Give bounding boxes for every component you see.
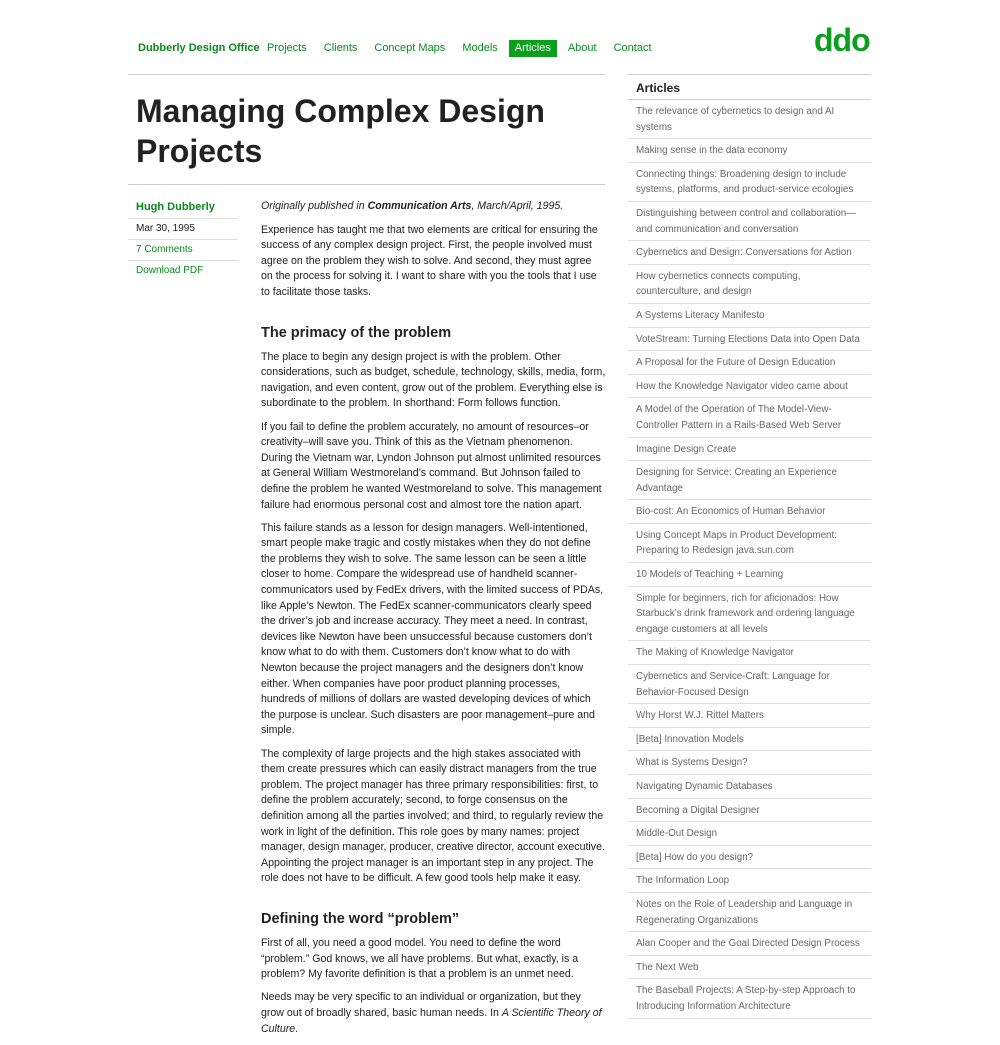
nav-concept-maps[interactable]: Concept Maps — [374, 42, 446, 54]
paragraph: The place to begin any design project is with the problem. Other considerations, such as budget, schedule, technology, skills, media, form, navigation, and even content, grow out of the problem. Everything else is subordinate to the problem. In shorthand: Form follows function. — [261, 350, 606, 410]
comments-link[interactable]: 7 Comments — [128, 240, 238, 261]
divider — [128, 184, 605, 185]
sidebar-article-link[interactable]: Connecting things: Broadening design to include systems, platforms, and product-service ecologies — [628, 163, 871, 202]
sidebar-article-link[interactable]: Imagine Design Create — [628, 438, 871, 462]
p6-end: . — [295, 1022, 299, 1035]
sidebar-heading: Articles — [628, 75, 871, 100]
sidebar-article-link[interactable]: 10 Models of Teaching + Learning — [628, 563, 871, 587]
sidebar-article-link[interactable]: Becoming a Digital Designer — [628, 799, 871, 823]
sidebar-article-link[interactable]: How cybernetics connects computing, counterculture, and design — [628, 265, 871, 304]
sidebar-article-link[interactable]: Cybernetics and Design: Conversations for Action — [628, 241, 871, 265]
sidebar-article-link[interactable]: [Beta] Innovation Models — [628, 728, 871, 752]
sidebar-article-link[interactable]: A Model of the Operation of The Model-View-Controller Pattern in a Rails-Based Web Server — [628, 398, 871, 437]
sidebar-article-link[interactable]: [Beta] How do you design? — [628, 846, 871, 870]
paragraph: Experience has taught me that two elements are critical for ensuring the success of any complex design project. First, the people involved must agree on the problem they wish to solve. And second, they must agree on the process for solving it. I want to share with you the tools that I use to facilitate those tasks. — [261, 223, 598, 298]
publication-note — [261, 199, 606, 215]
main-nav — [261, 40, 663, 57]
pub-prefix: Originally published in — [261, 200, 368, 212]
sidebar-article-link[interactable]: Using Concept Maps in Product Development: Preparing to Redesign java.sun.com — [628, 524, 871, 563]
paragraph — [261, 990, 606, 1037]
nav-contact[interactable]: Contact — [613, 42, 652, 54]
pub-source: Communication Arts — [367, 200, 472, 212]
pub-suffix: , March/April, 1995. — [471, 200, 564, 212]
page-title: Managing Complex Design Projects — [136, 93, 545, 169]
sidebar-article-link[interactable]: The Next Web — [628, 956, 871, 980]
sidebar-article-link[interactable]: Notes on the Role of Leadership and Language in Regenerating Organizations — [628, 893, 871, 932]
sidebar-article-link[interactable]: The relevance of cybernetics to design and AI systems — [628, 100, 871, 139]
article-body — [261, 199, 606, 1045]
nav-models[interactable]: Models — [462, 42, 498, 54]
divider — [128, 74, 605, 75]
sidebar-article-link[interactable]: Middle-Out Design — [628, 822, 871, 846]
sidebar-article-link[interactable]: Why Horst W.J. Rittel Matters — [628, 704, 871, 728]
paragraph: This failure stands as a lesson for design managers. Well-intentioned, smart people make tragic and costly mistakes when they do not define the problems they wish to solve. The same lesson can be seen a little closer to home. Compare the widespread use of handheld scanner-communicators used by FedEx drivers, with the limited success of PDAs, like Apple’s Newton. The FedEx scanner-communicators clearly speed the driver’s job and increase accuracy. They meet a need. In contrast, devices like Newton have been unsuccessful because customers don’t know what to do with them. Customers don’t know what to do with Newton because the project managers and the designers don’t know either. When companies have poor product planning processes, hundreds of millions of dollars are wasted developing devices of which the purpose is unclear. Such disasters are poor management–pure and simple. — [261, 521, 604, 737]
sidebar-article-link[interactable]: VoteStream: Turning Elections Data into Open Data — [628, 328, 871, 352]
sidebar-article-link[interactable]: The Making of Knowledge Navigator — [628, 641, 871, 665]
sidebar-article-link[interactable]: Distinguishing between control and collaboration—and communication and conversation — [628, 202, 871, 241]
sidebar-article-link[interactable]: Cybernetics and Service-Craft: Language for Behavior-Focused Design — [628, 665, 871, 704]
publish-date: Mar 30, 1995 — [128, 219, 238, 240]
sidebar-article-link[interactable]: Making sense in the data economy — [628, 139, 871, 163]
site-name-link[interactable]: Dubberly Design Office — [138, 42, 260, 54]
author-link[interactable]: Hugh Dubberly — [128, 198, 238, 219]
nav-projects[interactable]: Projects — [267, 42, 307, 54]
nav-articles[interactable]: Articles — [509, 40, 557, 57]
sidebar-article-link[interactable]: Simple for beginners, rich for aficionados: How Starbuck’s drink framework and ordering language engage customers at all levels — [628, 587, 871, 642]
sidebar-article-link[interactable]: How the Knowledge Navigator video came about — [628, 375, 871, 399]
section-heading: The primacy of the problem — [261, 324, 452, 341]
sidebar-article-link[interactable]: Navigating Dynamic Databases — [628, 775, 871, 799]
sidebar-article-link[interactable]: The Baseball Projects: A Step-by-step Approach to Introducing Information Architecture — [628, 979, 871, 1018]
sidebar-article-link[interactable]: A Systems Literacy Manifesto — [628, 304, 871, 328]
sidebar-article-link[interactable]: Bio-cost: An Economics of Human Behavior — [628, 500, 871, 524]
sidebar-article-link[interactable]: What is Systems Design? — [628, 751, 871, 775]
download-pdf-link[interactable]: Download PDF — [136, 265, 204, 276]
paragraph: The complexity of large projects and the high stakes associated with them create pressures which can easily distract managers from the true problem. The project manager has three primary responsibilities: first, to define the problem accurately; second, to forge consensus on the definition among all the parties involved; and third, to regularly review the work in light of the definition. This role goes by many names: project manager, design manager, producer, creative director, account executive. Appointing the project manager is an important step in any project. The role does not have to be difficult. A few good tools help make it easy. — [261, 747, 605, 885]
nav-clients[interactable]: Clients — [323, 42, 358, 54]
sidebar-article-link[interactable]: A Proposal for the Future of Design Education — [628, 351, 871, 375]
articles-sidebar — [628, 74, 871, 1019]
sidebar-article-link[interactable]: Designing for Service: Creating an Experience Advantage — [628, 461, 871, 500]
paragraph: If you fail to define the problem accurately, no amount of resources–or creativity–will save you. Think of this as the Vietnam phenomenon. During the Vietnam war, Lyndon Johnson put almost unlimited resources at General William Westmoreland’s command. But Johnson failed to define the problem he wanted Westmoreland to solve. This management failure had enormous personal cost and almost tore the nation apart. — [261, 420, 602, 511]
ddo-logo[interactable]: ddo — [814, 22, 870, 58]
book-title: A Scientific Theory of Culture — [261, 1006, 602, 1035]
sidebar-article-link[interactable]: The Information Loop — [628, 869, 871, 893]
p6-start: Needs may be very specific to an individual or organization, but they grow out of broadly shared, basic human needs. In — [261, 991, 581, 1019]
section-heading: Defining the word “problem” — [261, 910, 460, 927]
paragraph: First of all, you need a good model. You need to define the word “problem.” God knows, we all have problems. But what, exactly, is a problem? My favorite definition is that a problem is an unmet need. — [261, 936, 579, 981]
nav-about[interactable]: About — [567, 42, 597, 54]
sidebar-article-link[interactable]: Alan Cooper and the Goal Directed Design Process — [628, 932, 871, 956]
article-meta — [128, 198, 238, 281]
